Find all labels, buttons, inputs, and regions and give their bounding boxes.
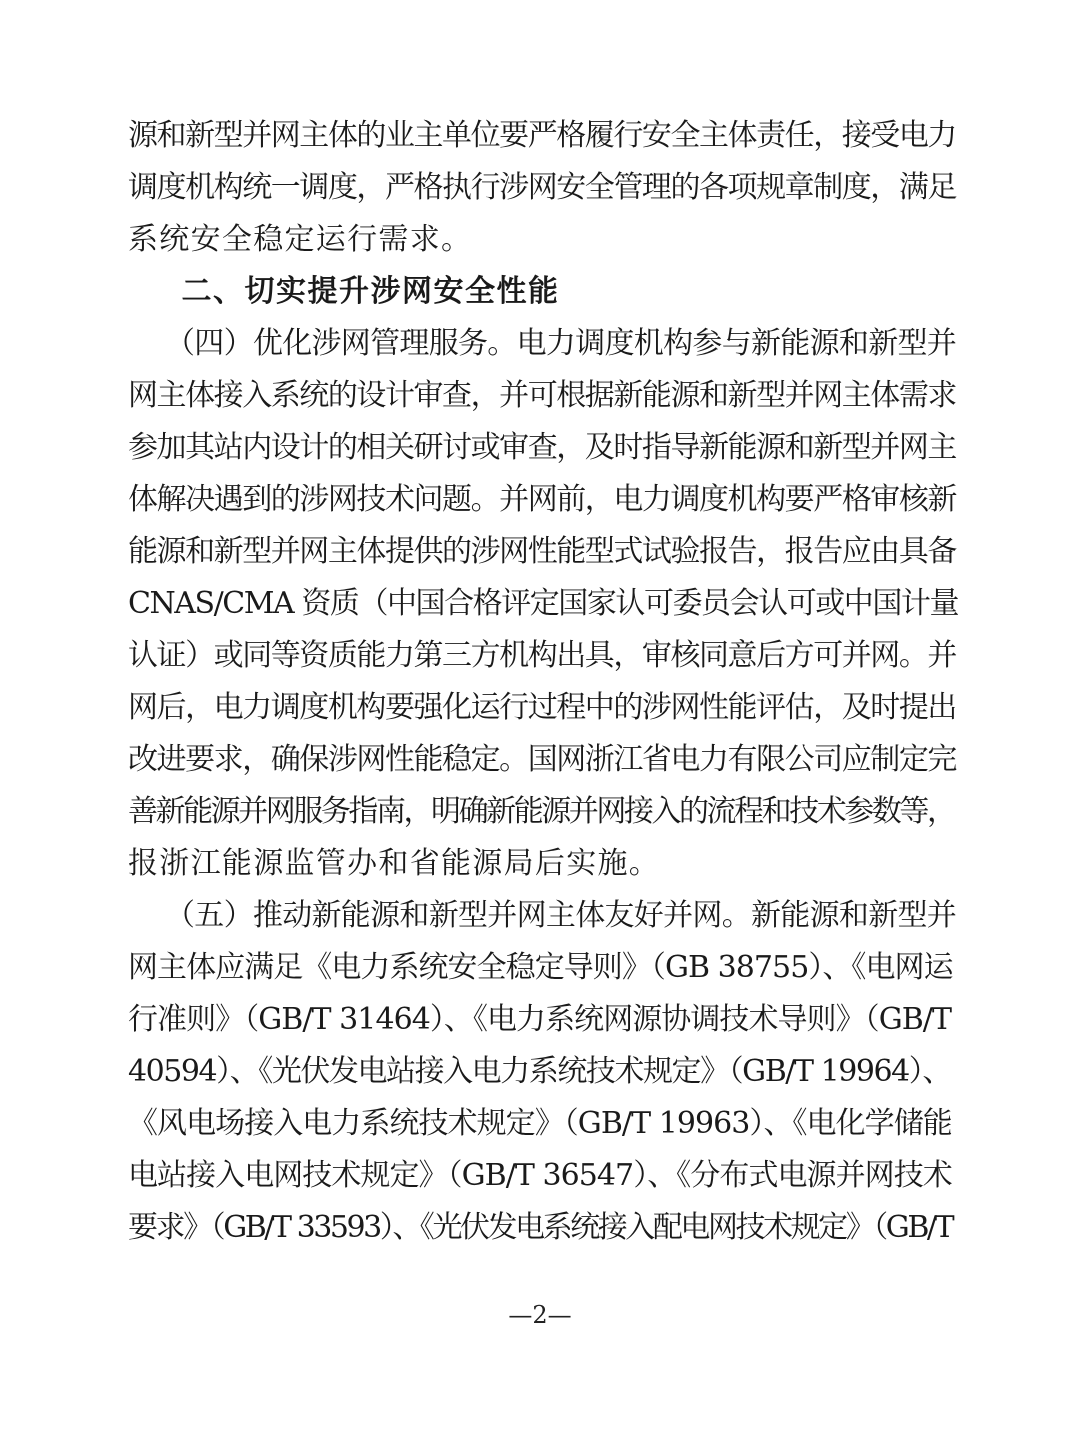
text-line: 调度机构统一调度，严格执行涉网安全管理的各项规章制度，满足 bbox=[128, 170, 956, 205]
text-line: 源和新型并网主体的业主单位要严格履行安全主体责任，接受电力 bbox=[128, 118, 956, 153]
text-line: 《风电场接入电力系统技术规定》（GB/T 19963）、《电化学储能 bbox=[128, 1106, 952, 1141]
section-heading: 二、切实提升涉网安全性能 bbox=[150, 274, 560, 309]
text-line: 网后，电力调度机构要强化运行过程中的涉网性能评估，及时提出 bbox=[128, 690, 956, 725]
text-line: 改进要求，确保涉网性能稳定。国网浙江省电力有限公司应制定完 bbox=[128, 742, 956, 777]
paragraph-start-line: （四）优化涉网管理服务。电力调度机构参与新能源和新型并 bbox=[165, 326, 957, 361]
text-line: 行准则》（GB/T 31464）、《电力系统网源协调技术导则》（GB/T bbox=[128, 1002, 952, 1037]
text-line: 网主体接入系统的设计审查，并可根据新能源和新型并网主体需求 bbox=[128, 378, 956, 413]
text-line: 电站接入电网技术规定》（GB/T 36547）、《分布式电源并网技术 bbox=[128, 1158, 952, 1193]
text-line: CNAS/CMA 资质（中国合格评定国家认可委员会认可或中国计量 bbox=[128, 586, 959, 621]
text-line: 报浙江能源监管办和省能源局后实施。 bbox=[128, 846, 661, 881]
text-line: 体解决遇到的涉网技术问题。并网前，电力调度机构要严格审核新 bbox=[128, 482, 956, 517]
text-line: 网主体应满足《电力系统安全稳定导则》（GB 38755）、《电网运 bbox=[128, 950, 953, 985]
text-line: 要求》（GB/T 33593）、《光伏发电系统接入配电网技术规定》（GB/T bbox=[128, 1210, 953, 1245]
text-line: 参加其站内设计的相关研讨或审查，及时指导新能源和新型并网主 bbox=[128, 430, 956, 465]
text-line: 能源和新型并网主体提供的涉网性能型式试验报告，报告应由具备 bbox=[128, 534, 956, 569]
paragraph-start-line: （五）推动新能源和新型并网主体友好并网。新能源和新型并 bbox=[165, 898, 957, 933]
text-line: 系统安全稳定运行需求。 bbox=[128, 222, 473, 257]
text-line: 善新能源并网服务指南，明确新能源并网接入的流程和技术参数等， bbox=[128, 794, 955, 829]
page-number: —2— bbox=[508, 1301, 572, 1329]
text-line: 40594）、《光伏发电站接入电力系统技术规定》（GB/T 19964）、 bbox=[128, 1054, 951, 1089]
text-line: 认证）或同等资质能力第三方机构出具，审核同意后方可并网。并 bbox=[128, 638, 956, 673]
